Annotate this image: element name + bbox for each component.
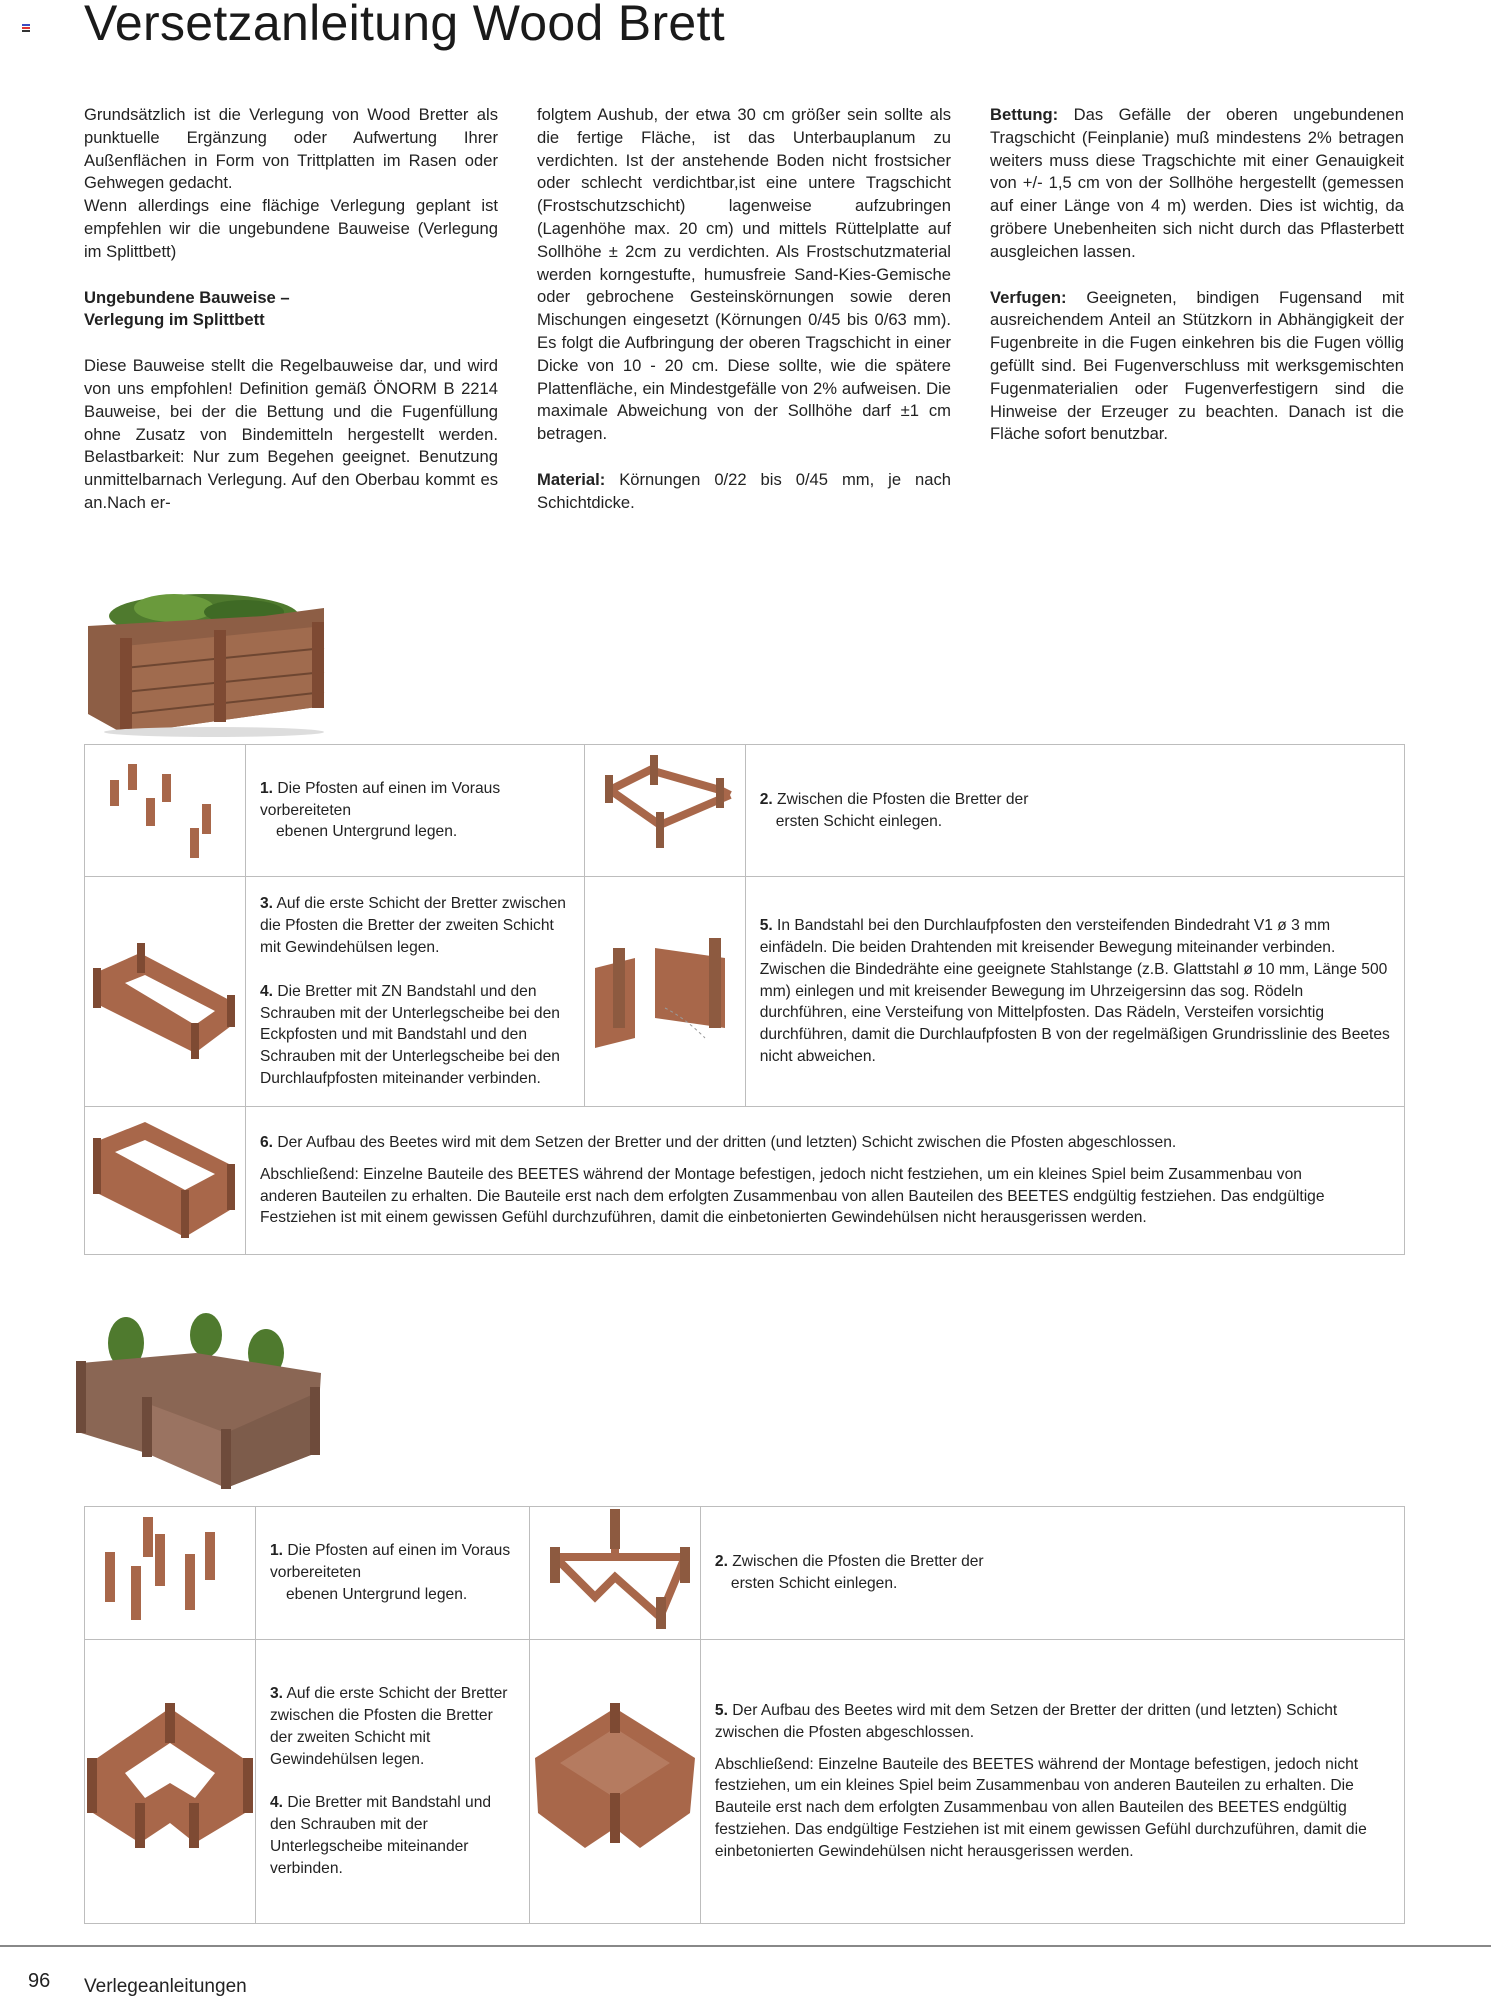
step-5-text xyxy=(745,877,1404,1107)
verfugen-label: Verfugen: xyxy=(990,287,1067,307)
step-number: 5. xyxy=(714,1702,728,1719)
step-text: Zwischen die Pfosten die Bretter der xyxy=(772,790,1029,808)
bettung-text: Das Gefälle der oberen ungebundenen Tragschicht (Feinplanie) muß mindestens 2% betragen weiters muss diese Tragschichte mit einer Genauigkeit von +/- 1,5 cm von der Sollhöhe hergestellt (gemessen auf einer Länge von 4 m) werden. Dies ist wichtig, da gröbere Unebenheiten sich nicht durch das Pflasterbett ausgleichen lassen. xyxy=(990,105,1404,261)
table-row xyxy=(85,1507,1405,1640)
step-text: Auf die erste Schicht der Bretter zwischen die Pfosten die Bretter der zweiten Schicht mit Gewindehülsen legen. xyxy=(270,1685,508,1768)
paragraph: folgtem Aushub, der etwa 30 cm größer sein sollte als die fertige Fläche, ist das Unterbauplanum zu verdichten. Ist der anstehende Boden nicht frostsicher oder schlecht verdichtbar,ist eine untere Tragschicht (Frostschutzschicht) lagenweise aufzubringen (Lagenhöhe max. 20 cm) und mittels Rüttelplatte auf Sollhöhe ± 2cm zu verdichten. Als Frostschutzmaterial werden korngestufte, humusfreie Sand-Kies-Gemische oder gebrochene Gesteinskörnungen sowie deren Mischungen eingesetzt (Körnungen 0/45 bis 0/63 mm). Es folgt die Aufbringung der oberen Tragschicht in einer Dicke von 10 - 20 cm. Diese sollte, wie die spätere Plattenfläche, ein Mindestgefälle von 2% aufweisen. Die maximale Abweichung von der Sollhöhe darf ±1 cm betragen. xyxy=(537,105,951,444)
finished-bed-icon xyxy=(85,1112,245,1242)
table-row xyxy=(85,745,1405,877)
step-text: Der Aufbau des Beetes wird mit dem Setzen der Bretter und der dritten (und letzten) Schicht zwischen die Pfosten abgeschlossen. xyxy=(273,1133,1177,1151)
step-2-text xyxy=(700,1507,1404,1640)
step-number: 3. xyxy=(270,1685,284,1703)
step-6-image xyxy=(85,1107,246,1255)
table-row xyxy=(85,1639,1405,1923)
step-2-image xyxy=(584,745,745,877)
verfugen-paragraph xyxy=(990,287,1404,447)
final-note: Abschließend: Einzelne Bauteile des BEETES während der Montage befestigen, jedoch nicht festziehen, um ein kleines Spiel beim Zusammenbau von anderen Bauteilen zu erhalten. Die Bauteile erst nach dem erfolgten Zusammenbau von allen Bauteilen des BEETES endgültig festziehen. Das endgültige Festziehen ist mit einem gewissen Gefühl durchzuführen, damit die einbetonierten Gewindehülsen nicht herausgerissen werden. xyxy=(714,1755,1367,1860)
step-3-4-text xyxy=(256,1639,530,1923)
step-3-image xyxy=(85,877,246,1107)
step-text: ebenen Untergrund legen. xyxy=(286,1585,468,1603)
step-text: Zwischen die Pfosten die Bretter der xyxy=(727,1553,984,1571)
first-layer-icon xyxy=(590,750,740,865)
bettung-label: Bettung: xyxy=(990,105,1059,124)
step-number: 5. xyxy=(759,917,773,935)
final-note: Abschließend: Einzelne Bauteile des BEETES während der Montage befestigen, jedoch nicht festziehen, um ein kleines Spiel beim Zusammenbau von anderen Bauteilen zu erhalten. Die Bauteile erst nach dem erfolgten Zusammenbau von allen Bauteilen des BEETES endgültig festziehen. Das endgültige Festziehen ist mit einem gewissen Gefühl durchzuführen, damit die einbetonierten Gewindehülsen nicht herausgerissen werden. xyxy=(260,1165,1325,1227)
subheading-line: Ungebundene Bauweise – xyxy=(84,287,290,307)
step-number: 2. xyxy=(714,1553,728,1571)
paragraph: Diese Bauweise stellt die Regelbauweise dar, und wird von uns empfohlen! Definition gemäß ÖNORM B 2214 Bauweise, bei der die Bettung und die Fugenfüllung ohne Zusatz von Bindemitteln hergestellt werden. Belastbarkeit: Nur zum Begehen geeignet. Benutzung unmittelbarnach Verlegung. Auf den Oberbau kommt es an.Nach er- xyxy=(84,356,498,512)
page-title: Versetzanleitung Wood Brett xyxy=(84,0,725,51)
step-5-image xyxy=(584,877,745,1107)
step-number: 4. xyxy=(260,982,274,1000)
table-row xyxy=(85,1107,1405,1255)
step-number: 6. xyxy=(260,1133,274,1151)
step-3-4-text xyxy=(246,877,585,1107)
step-1-text xyxy=(246,745,585,877)
footer-divider xyxy=(0,1945,1491,1947)
step-6-text xyxy=(246,1107,1405,1255)
step-text: ersten Schicht einlegen. xyxy=(775,812,943,830)
finished-bed-icon xyxy=(530,1703,700,1853)
step-2-text xyxy=(745,745,1404,877)
intro-column-3 xyxy=(990,104,1404,446)
raised-bed-l-shaped-photo xyxy=(76,1313,326,1493)
step-1-image xyxy=(85,745,246,877)
step-text: Die Pfosten auf einen im Voraus vorbereiteten xyxy=(260,779,501,819)
paragraph: Grundsätzlich ist die Verlegung von Wood Bretter als punktuelle Ergänzung oder Aufwertung Ihrer Außenflächen in Form von Trittplatten im Rasen oder Gehwegen gedacht. xyxy=(84,105,498,193)
material-text: Körnungen 0/22 bis 0/45 mm, je nach Schichtdicke. xyxy=(537,469,951,512)
intro-column-2 xyxy=(537,104,951,515)
step-text: ersten Schicht einlegen. xyxy=(730,1574,898,1592)
posts-icon xyxy=(90,752,240,862)
second-layer-icon xyxy=(85,1703,255,1853)
step-1-text xyxy=(256,1507,530,1640)
table-row xyxy=(85,877,1405,1107)
posts-icon xyxy=(95,1512,245,1627)
wire-detail-icon xyxy=(585,928,745,1048)
step-text: ebenen Untergrund legen. xyxy=(276,823,458,841)
intro-column-1 xyxy=(84,104,498,515)
step-3-image xyxy=(85,1639,256,1923)
step-1-image xyxy=(85,1507,256,1640)
subheading xyxy=(84,287,498,333)
step-number: 3. xyxy=(260,895,274,913)
raised-bed-rectangular-photo xyxy=(84,586,329,738)
step-5-text xyxy=(700,1639,1404,1923)
step-5-image xyxy=(529,1639,700,1923)
section-name: Verlegeanleitungen xyxy=(84,1976,247,1997)
instruction-table-rectangular xyxy=(84,744,1405,1255)
step-text: In Bandstahl bei den Durchlaufpfosten den versteifenden Bindedraht V1 ø 3 mm einfädeln. Die beiden Drahtenden mit kreisender Bewegung miteinander verbinden. Zwischen die Bindedrähte eine geeignete Stahlstange (z.B. Glattstahl ø 10 mm, Länge 500 mm) einlegen und mit kreisender Bewegung im Uhrzeigersinn das sog. Rödeln durchführen, eine Versteifung von Mittelpfosten. Das Rädeln, Versteifen vorsichtig durchführen, damit die Durchlaufpfosten B von der regelmäßigen Grundrisslinie des Beetes nicht abweichen. xyxy=(759,917,1390,1065)
step-text: Der Aufbau des Beetes wird mit dem Setzen der Bretter der dritten (und letzten) Schicht zwischen die Pfosten abgeschlossen. xyxy=(714,1702,1338,1741)
step-number: 1. xyxy=(270,1542,284,1560)
verfugen-text: Geeigneten, bindigen Fugensand mit ausreichendem Anteil an Stützkorn in Abhängigkeit der Fugenbreite in die Fugen einkehren bis die Fugen völlig gefüllt sind. Bei Fugenverschluss mit werksgemischten Fugenmaterialien oder Fugenverfestigern sind die Hinweise der Erzeuger zu beachten. Danach ist die Fläche sofort benutzbar. xyxy=(990,287,1404,444)
step-number: 4. xyxy=(270,1794,284,1812)
instruction-table-l-shaped xyxy=(84,1506,1405,1924)
subheading-line: Verlegung im Splittbett xyxy=(84,310,265,330)
material-paragraph xyxy=(537,469,951,515)
material-label: Material: xyxy=(537,469,606,489)
step-text: Auf die erste Schicht der Bretter zwischen die Pfosten die Bretter der zweiten Schicht mit Gewindehülsen legen. xyxy=(260,895,566,956)
first-layer-icon xyxy=(540,1507,690,1632)
step-text: Die Bretter mit Bandstahl und den Schrauben mit der Unterlegscheibe miteinander verbinden. xyxy=(270,1794,492,1877)
second-layer-icon xyxy=(85,913,245,1063)
step-text: Die Bretter mit ZN Bandstahl und den Schrauben mit der Unterlegscheibe bei den Eckpfosten und mit Bandstahl und den Schrauben mit der Unterlegscheibe bei den Durchlaufpfosten miteinander verbinden. xyxy=(260,982,560,1087)
step-2-image xyxy=(529,1507,700,1640)
color-mark-icon xyxy=(22,24,30,32)
step-text: Die Pfosten auf einen im Voraus vorbereiteten xyxy=(270,1542,511,1581)
step-number: 2. xyxy=(759,790,773,808)
page-number: 96 xyxy=(28,1970,51,1992)
step-number: 1. xyxy=(260,779,274,797)
paragraph: Wenn allerdings eine flächige Verlegung geplant ist empfehlen wir die ungebundene Bauweise (Verlegung im Splittbett) xyxy=(84,196,498,261)
bettung-paragraph xyxy=(990,104,1404,264)
